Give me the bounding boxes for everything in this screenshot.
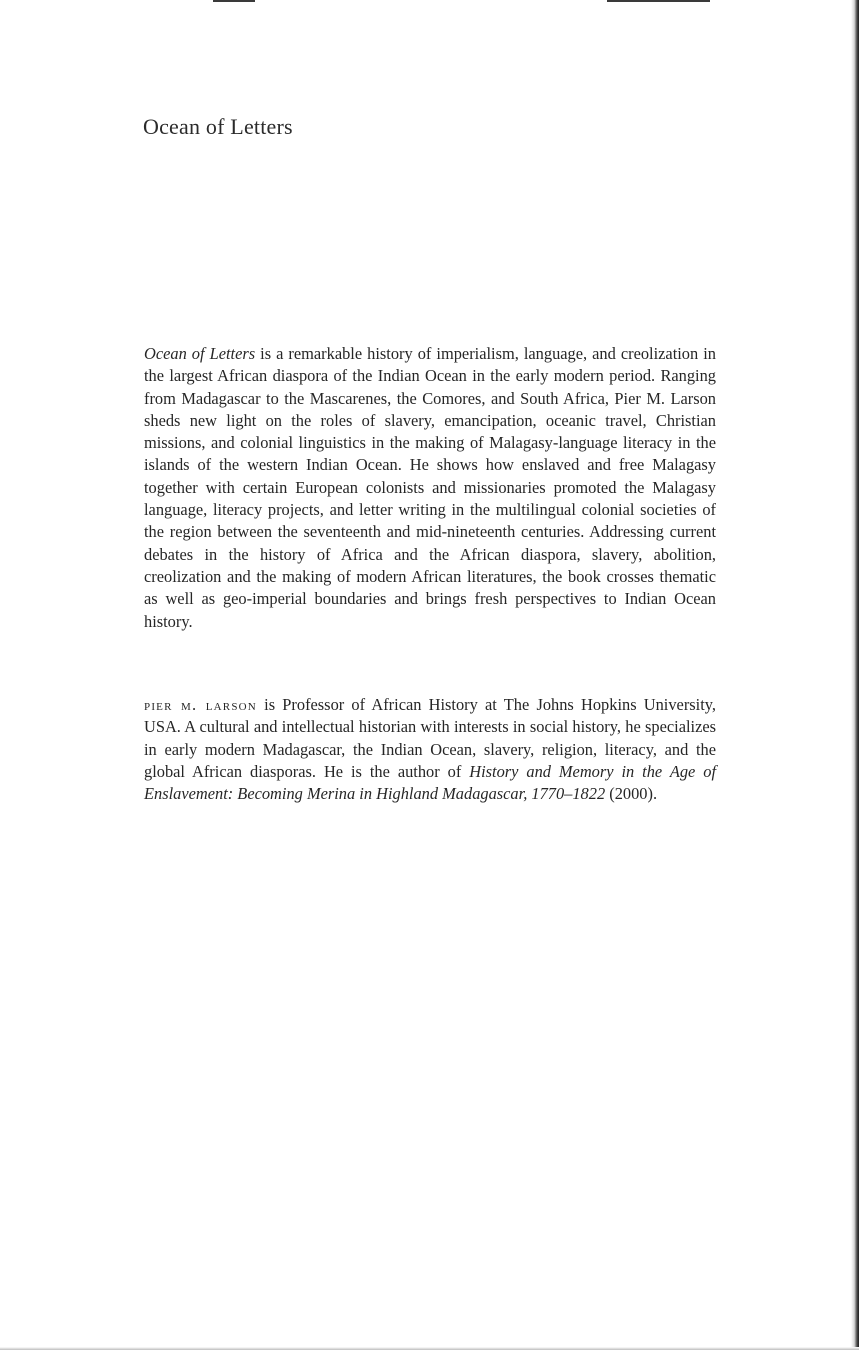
author-bio-paragraph: [144, 694, 716, 805]
description-text: is a remarkable history of imperialism, language, and creolization in the largest African diaspora of the Indian Ocean in the early modern period. Ranging from Madagascar to the Mascarenes, the Comores, and South Africa, Pier M. Larson sheds new light on the roles of slavery, emancipation, oceanic travel, Christian missions, and colonial linguistics in the making of Malagasy-language literacy in the islands of the western Indian Ocean. He shows how enslaved and free Malagasy together with certain European colonists and missionaries promoted the Malagasy language, literacy projects, and letter writing in the multilingual colonial societies of the region between the seventeenth and mid-nineteenth centuries. Addressing current debates in the history of Africa and the African diaspora, slavery, abolition, creolization and the making of modern African literatures, the book crosses thematic as well as geo-imperial boundaries and brings fresh perspectives to Indian Ocean history.: [144, 344, 716, 631]
scan-artifact-rule-right: [607, 0, 710, 2]
previous-book-title: History and Memory in the Age of Enslavement: Becoming Merina in Highland Madagascar, 1770–1822: [144, 761, 717, 804]
author-name: pier m. larson: [144, 695, 257, 714]
description-book-title: Ocean of Letters: [144, 344, 256, 363]
scan-artifact-rule-left: [213, 0, 255, 2]
page-edge-shadow: [851, 0, 859, 1350]
book-description: [144, 343, 716, 633]
author-bio: [144, 694, 716, 805]
description-paragraph: [144, 343, 716, 633]
page-title: Ocean of Letters: [143, 114, 293, 139]
previous-book-year: (2000).: [605, 784, 658, 804]
author-bio-text: is Professor of African History at The Johns Hopkins University, USA. A cultural and intellectual historian with interests in social history, he specializes in early modern Madagascar, the Indian Ocean, slavery, religion, literacy, and the global African diasporas. He is the author of: [144, 695, 717, 781]
